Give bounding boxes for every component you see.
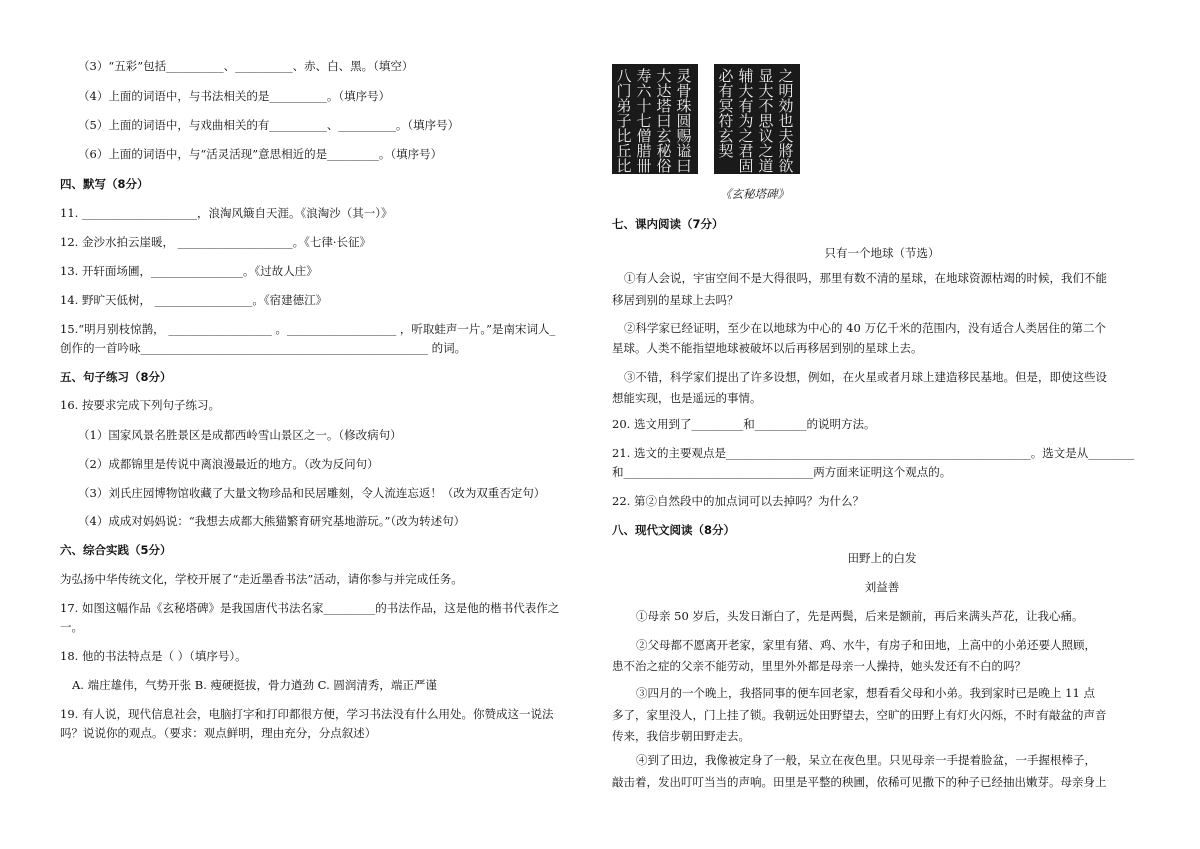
calligraphy-glyph: 固 bbox=[738, 157, 754, 174]
reading2-p3-cont: 多了，家里没人，门上挂了锁。我朝远处田野望去，空旷的田野上有灯火闪烁，不时有敲盆的声音 bbox=[612, 708, 1107, 722]
question-20: 20. 选文用到了_________和_________的说明方法。 bbox=[612, 417, 876, 431]
calligraphy-glyph: 辅 bbox=[738, 67, 754, 85]
reading1-p3: ③不错，科学家们提出了许多设想，例如，在火星或者月球上建造移民基地。但是，即使这些设 bbox=[624, 370, 1107, 384]
question-19-cont: 吗？说说你的观点。（要求：观点鲜明，理由充分，分点叙述） bbox=[60, 726, 377, 740]
question-16-1: （1）国家风景名胜景区是成都西岭雪山景区之一。（修改病句） bbox=[78, 428, 402, 442]
calligraphy-glyph: 谥 bbox=[676, 142, 692, 160]
calligraphy-glyph: 骨 bbox=[676, 82, 692, 100]
section-6-title: 六、综合实践（5分） bbox=[60, 543, 172, 557]
calligraphy-glyph: 有 bbox=[718, 82, 734, 100]
calligraphy-glyph: 议 bbox=[758, 127, 774, 145]
calligraphy-glyph: 効 bbox=[778, 97, 794, 115]
calligraphy-glyph: 腊 bbox=[636, 142, 652, 160]
dictation-15: 15.“明月别枝惊鹊， __________________ 。___________________ ，听取蛙声一片。”是南宋词人_ bbox=[60, 322, 556, 336]
question-5: （5）上面的词语中，与戏曲相关的有__________、__________。（填序号） bbox=[78, 118, 460, 132]
calligraphy-glyph: 曰 bbox=[676, 157, 692, 174]
calligraphy-glyph: 必 bbox=[718, 67, 734, 85]
calligraphy-glyph: 卌 bbox=[636, 157, 652, 174]
calligraphy-glyph: 明 bbox=[778, 82, 794, 100]
question-18: 18. 他的书法特点是（ ）（填序号）。 bbox=[60, 649, 247, 663]
calligraphy-glyph: 道 bbox=[758, 157, 774, 174]
section-6-intro: 为弘扬中华传统文化，学校开展了“走近墨香书法”活动，请你参与并完成任务。 bbox=[60, 572, 463, 586]
section-5-title: 五、句子练习（8分） bbox=[60, 370, 172, 384]
reading1-p1-cont: 移居到别的星球上去吗？ bbox=[612, 293, 739, 307]
calligraphy-glyph: 大 bbox=[758, 82, 774, 100]
section-7-title: 七、课内阅读（7分） bbox=[612, 217, 724, 231]
calligraphy-glyph: 大 bbox=[656, 67, 672, 85]
calligraphy-glyph: 圆 bbox=[676, 112, 692, 130]
calligraphy-glyph: 大 bbox=[738, 82, 754, 100]
calligraphy-glyph: 思 bbox=[758, 112, 774, 130]
reading2-p4-cont: 敲击着，发出叮叮当当的声响。田里是平整的秧圃，依稀可见撒下的种子已经抽出嫩芽。母亲身上 bbox=[612, 775, 1107, 789]
calligraphy-glyph: 达 bbox=[656, 82, 672, 100]
calligraphy-glyph: 塔 bbox=[656, 97, 672, 115]
question-21-cont: 和_________________________________两方面来证明这个观点的。 bbox=[612, 465, 952, 479]
calligraphy-glyph: 之 bbox=[758, 142, 774, 160]
reading2-p3-cont2: 传来，我信步朝田野走去。 bbox=[612, 729, 750, 743]
dictation-14: 14. 野旷天低树， _________________。《宿建德江》 bbox=[60, 293, 328, 307]
question-4: （4）上面的词语中，与书法相关的是__________。（填序号） bbox=[78, 89, 391, 103]
calligraphy-glyph: 秘 bbox=[656, 142, 672, 160]
calligraphy-glyph: 玄 bbox=[718, 127, 734, 145]
reading1-p3-cont: 想能实现，也是遥远的事情。 bbox=[612, 391, 762, 405]
calligraphy-glyph: 僧 bbox=[636, 127, 652, 145]
reading2-p1: ①母亲 50 岁后，头发日渐白了，先是两鬓，后来是额前，再后来满头芦花，让我心痛。 bbox=[636, 609, 1084, 623]
section-4-title: 四、默写（8分） bbox=[60, 177, 149, 191]
question-19: 19. 有人说，现代信息社会，电脑打字和打印都很方便，学习书法没有什么用处。你赞成这一说法 bbox=[60, 707, 554, 721]
calligraphy-glyph: 冥 bbox=[718, 97, 734, 115]
calligraphy-glyph: 契 bbox=[718, 142, 734, 160]
reading1-p2: ②科学家已经证明，至少在以地球为中心的 40 万亿千米的范围内，没有适合人类居住的第二个 bbox=[624, 321, 1106, 335]
question-21: 21. 选文的主要观点是_____________________________________________________。选文是从________ bbox=[612, 446, 1135, 460]
reading2-title: 田野上的白发 bbox=[847, 551, 917, 565]
calligraphy-glyph: 將 bbox=[778, 142, 794, 160]
calligraphy-glyph: 显 bbox=[758, 67, 774, 85]
calligraphy-glyph: 之 bbox=[778, 67, 794, 85]
calligraphy-glyph: 比 bbox=[616, 127, 632, 145]
calligraphy-glyph: 六 bbox=[636, 82, 652, 100]
calligraphy-glyph: 寿 bbox=[636, 67, 652, 85]
calligraphy-glyph: 灵 bbox=[676, 67, 692, 85]
calligraphy-image-right bbox=[714, 64, 800, 174]
calligraphy-glyph: 夫 bbox=[778, 127, 794, 145]
calligraphy-glyph: 弟 bbox=[616, 97, 632, 115]
question-16: 16. 按要求完成下列句子练习。 bbox=[60, 398, 220, 412]
reading2-author: 刘益善 bbox=[864, 580, 900, 594]
question-18-options: A. 端庄雄伟，气势开张 B. 瘦硬挺拔，骨力遒劲 C. 圆润清秀，端正严谨 bbox=[72, 678, 437, 692]
reading1-p1: ①有人会说，宇宙空间不是大得很吗，那里有数不清的星球，在地球资源枯竭的时候，我们不能 bbox=[624, 271, 1107, 285]
section-8-title: 八、现代文阅读（8分） bbox=[612, 523, 736, 537]
calligraphy-glyph: 玄 bbox=[656, 127, 672, 145]
question-3: （3）“五彩”包括__________、__________、赤、白、黑。（填空） bbox=[78, 59, 414, 73]
question-17: 17. 如图这幅作品《玄秘塔碑》是我国唐代书法名家_________的书法作品，这是他的楷书代表作之 bbox=[60, 601, 560, 615]
dictation-12: 12. 金沙水拍云崖暖， ____________________。《七律·长征》 bbox=[60, 235, 372, 249]
reading1-title: 只有一个地球（节选） bbox=[824, 246, 940, 260]
calligraphy-glyph: 符 bbox=[718, 112, 734, 130]
calligraphy-glyph: 子 bbox=[616, 112, 632, 130]
question-16-4: （4）成成对妈妈说：“我想去成都大熊猫繁育研究基地游玩。”（改为转述句） bbox=[78, 514, 466, 528]
reading2-p2-cont: 患不治之症的父亲不能劳动，里里外外都是母亲一人操持，她头发还有不白的吗？ bbox=[612, 659, 1026, 673]
calligraphy-image-left bbox=[612, 64, 698, 174]
calligraphy-glyph: 比 bbox=[616, 157, 632, 174]
calligraphy-caption: 《玄秘塔碑》 bbox=[720, 187, 789, 201]
reading2-p3: ③四月的一个晚上，我搭同事的便车回老家，想看看父母和小弟。我到家时已是晚上 11 点 bbox=[636, 686, 1095, 700]
question-16-3: （3）刘氏庄园博物馆收藏了大量文物珍品和民居雕刻，令人流连忘返！（改为双重否定句） bbox=[78, 486, 546, 500]
calligraphy-glyph: 有 bbox=[738, 97, 754, 115]
calligraphy-glyph: 曰 bbox=[656, 112, 672, 130]
calligraphy-glyph: 不 bbox=[758, 97, 774, 115]
dictation-11: 11. ____________________，浪淘风簸自天涯。《浪淘沙（其一）》 bbox=[60, 206, 393, 220]
reading1-p2-cont: 星球。人类不能指望地球被破坏以后再移居到别的星球上去。 bbox=[612, 341, 923, 355]
calligraphy-glyph: 也 bbox=[778, 112, 794, 130]
calligraphy-glyph: 八 bbox=[616, 67, 632, 85]
question-16-2: （2）成都锦里是传说中离浪漫最近的地方。（改为反问句） bbox=[78, 457, 379, 471]
calligraphy-glyph: 欲 bbox=[778, 157, 794, 174]
calligraphy-glyph: 俗 bbox=[656, 157, 672, 174]
calligraphy-glyph: 门 bbox=[616, 82, 632, 100]
calligraphy-glyph: 珠 bbox=[676, 97, 692, 115]
calligraphy-glyph: 之 bbox=[738, 127, 754, 145]
calligraphy-glyph: 七 bbox=[636, 112, 652, 130]
calligraphy-glyph: 赐 bbox=[676, 127, 692, 145]
calligraphy-glyph: 君 bbox=[738, 142, 754, 160]
calligraphy-glyph: 为 bbox=[738, 112, 754, 130]
dictation-15-cont: 创作的一首吟咏__________________________________________________ 的词。 bbox=[60, 341, 467, 355]
calligraphy-glyph: 丘 bbox=[616, 142, 632, 160]
dictation-13: 13. 开轩面场圃，________________。《过故人庄》 bbox=[60, 264, 318, 278]
question-6: （6）上面的词语中，与“活灵活现”意思相近的是_________。（填序号） bbox=[78, 147, 443, 161]
question-22: 22. 第②自然段中的加点词可以去掉吗？为什么？ bbox=[612, 494, 864, 508]
reading2-p4: ④到了田边，我像被定身了一般，呆立在夜色里。只见母亲一手提着脸盆，一手握根棒子， bbox=[636, 753, 1096, 767]
calligraphy-glyph: 十 bbox=[636, 97, 652, 115]
reading2-p2: ②父母都不愿离开老家，家里有猪、鸡、水牛，有房子和田地，上高中的小弟还要人照顾， bbox=[636, 638, 1096, 652]
question-17-cont: 一。 bbox=[60, 620, 83, 634]
